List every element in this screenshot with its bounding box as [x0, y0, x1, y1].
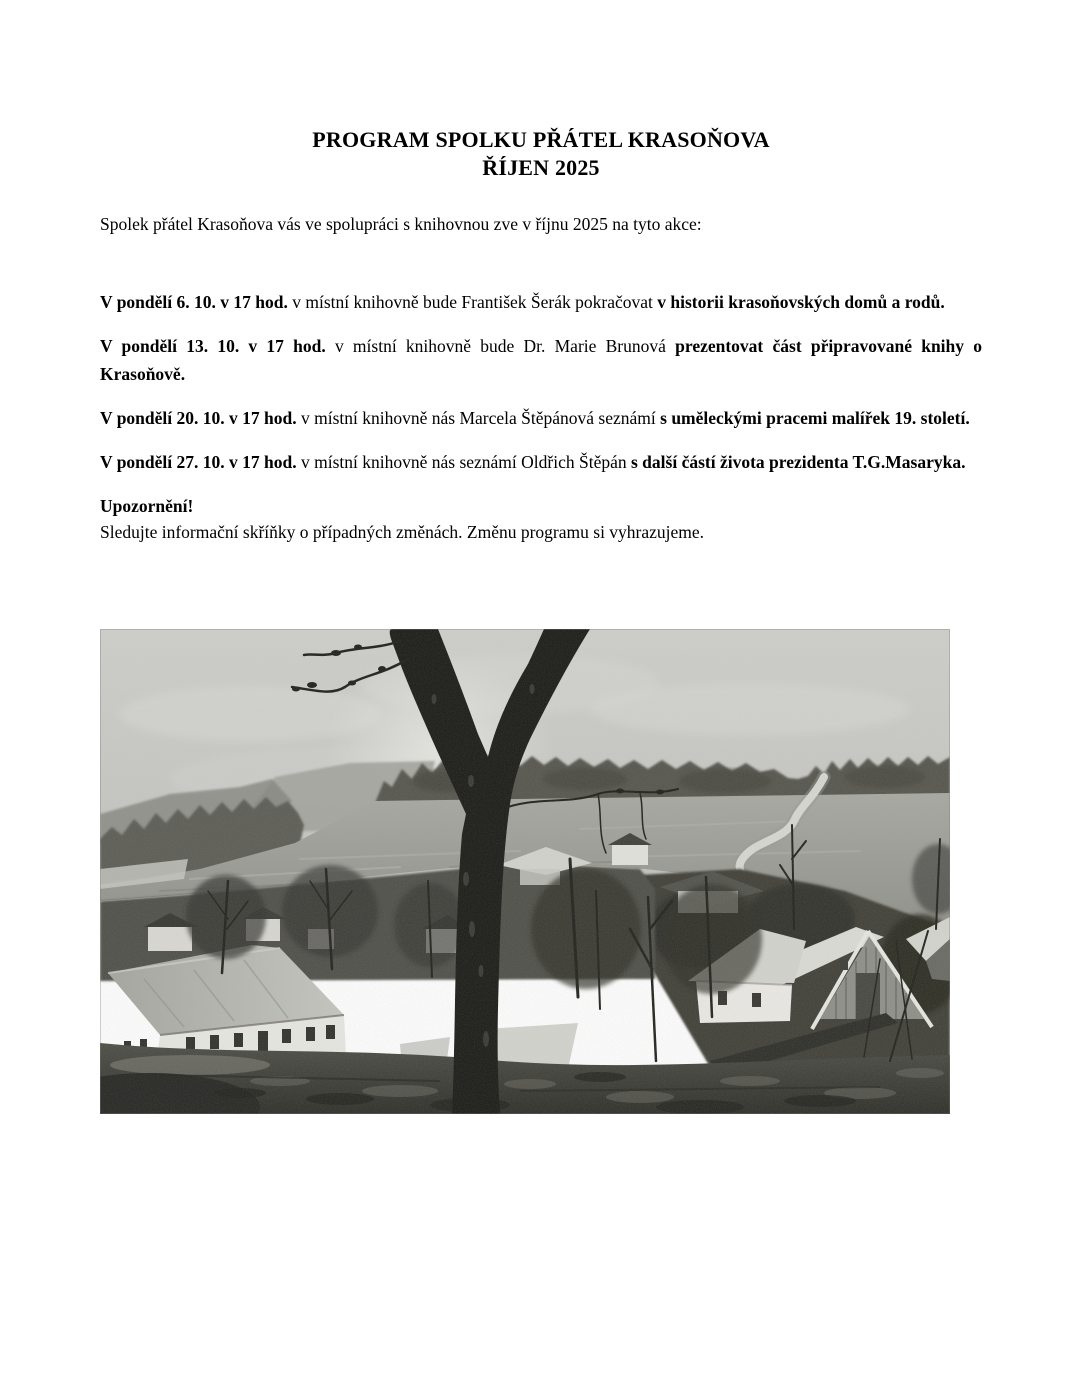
event-2-lead: V pondělí 13. 10. v 17 hod.: [100, 336, 326, 356]
event-paragraph-1: [100, 288, 982, 316]
title-line-2: ŘÍJEN 2025: [482, 155, 600, 180]
event-list: [100, 288, 982, 476]
notice-heading: Upozornění!: [100, 496, 194, 516]
event-2-highlight: prezentovat část připravované knihy o Krasoňově.: [100, 336, 983, 384]
event-1-body: v místní knihovně bude František Šerák pokračovat: [292, 292, 653, 312]
event-4-highlight: s další částí života prezidenta T.G.Masaryka.: [631, 452, 966, 472]
event-3-body: v místní knihovně nás Marcela Štěpánová seznámí: [300, 408, 656, 428]
title-line-1: PROGRAM SPOLKU PŘÁTEL KRASOŇOVA: [312, 127, 770, 152]
village-photo: [100, 629, 950, 1114]
event-2-body: v místní knihovně bude Dr. Marie Brunová: [334, 336, 666, 356]
event-paragraph-2: [100, 332, 982, 388]
village-photo-illustration: [100, 629, 950, 1114]
event-3-highlight: s uměleckými pracemi malířek 19. století.: [660, 408, 970, 428]
event-paragraph-3: [100, 404, 982, 432]
photo-grain-overlay: [100, 629, 950, 1114]
event-paragraph-4: [100, 448, 982, 476]
intro-paragraph: Spolek přátel Krasoňova vás ve spolupráci s knihovnou zve v říjnu 2025 na tyto akce:: [100, 214, 702, 234]
event-3-lead: V pondělí 20. 10. v 17 hod.: [100, 408, 297, 428]
event-1-highlight: v historii krasoňovských domů a rodů.: [657, 292, 945, 312]
notice-text: Sledujte informační skříňky o případných změnách. Změnu programu si vyhrazujeme.: [100, 522, 705, 542]
event-4-lead: V pondělí 27. 10. v 17 hod.: [100, 452, 297, 472]
page-title: [100, 126, 982, 182]
event-1-lead: V pondělí 6. 10. v 17 hod.: [100, 292, 288, 312]
event-4-body: v místní knihovně nás seznámí Oldřich Štěpán: [300, 452, 627, 472]
